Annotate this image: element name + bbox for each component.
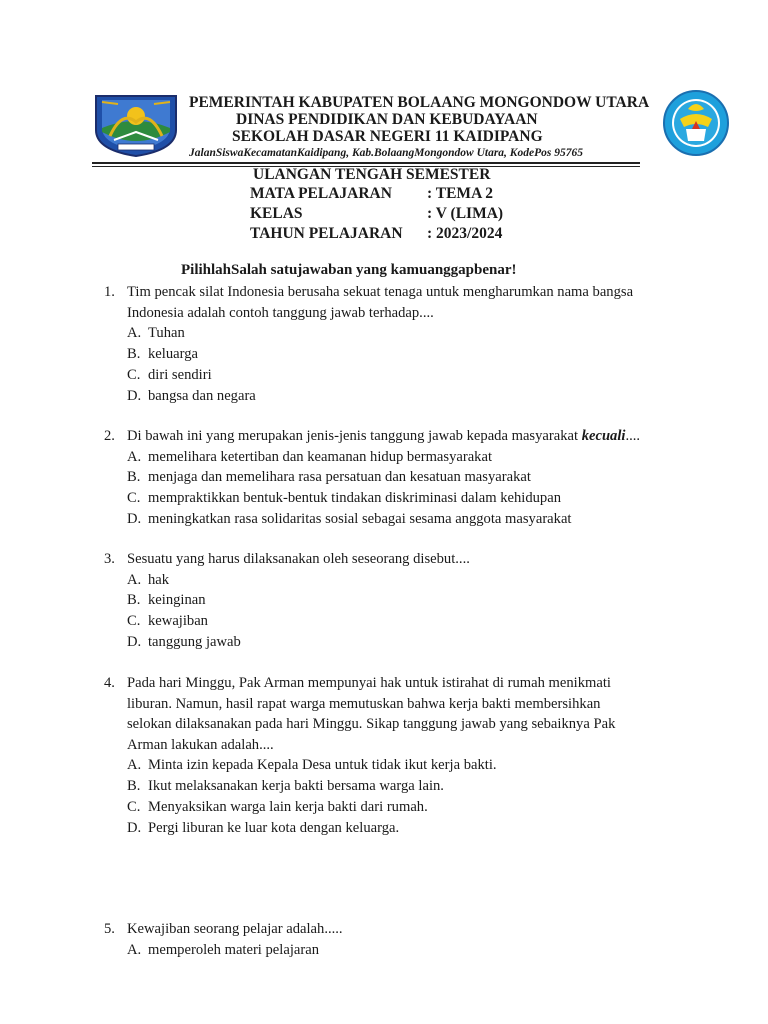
option-text: Pergi liburan ke luar kota dengan keluarga. <box>148 819 400 836</box>
info-value: : V (LIMA) <box>427 205 504 222</box>
answer-option[interactable] <box>127 590 664 611</box>
option-text: diri sendiri <box>148 366 212 383</box>
answer-option[interactable] <box>127 447 704 468</box>
option-text: tanggung jawab <box>148 633 241 650</box>
question-text: Kewajiban seorang pelajar adalah..... <box>127 921 343 937</box>
question-text <box>127 673 664 755</box>
option-letter: A. <box>127 325 142 342</box>
question-number: 4. <box>104 675 115 691</box>
question-line: selokan dilaksanakan pada hari Minggu. Sikap tanggung jawab yang sebaiknya Pak <box>127 716 616 733</box>
question-emphasis: kecuali <box>581 428 626 444</box>
answer-option[interactable] <box>127 818 664 839</box>
question-number: 1. <box>104 284 115 300</box>
option-letter: A. <box>127 941 142 958</box>
answer-option[interactable] <box>127 323 664 344</box>
instruction-text: PilihlahSalah satujawaban yang kamuanggapbenar! <box>181 262 517 278</box>
question-line: Arman lakukan adalah.... <box>127 736 274 753</box>
option-text: Menyaksikan warga lain kerja bakti dari rumah. <box>148 798 428 815</box>
question-3 <box>104 549 664 653</box>
school-name: SEKOLAH DASAR NEGERI 11 KAIDIPANG <box>232 128 543 145</box>
question-text-part: Di bawah ini yang merupakan jenis-jenis tanggung jawab kepada masyarakat <box>127 428 582 444</box>
school-address: JalanSiswaKecamatanKaidipang, Kab.BolaangMongondow Utara, KodePos 95765 <box>189 147 583 159</box>
option-text: Tuhan <box>148 325 185 342</box>
question-5 <box>104 919 664 960</box>
option-letter: D. <box>127 633 142 650</box>
option-letter: C. <box>127 490 141 507</box>
answer-option[interactable] <box>127 344 664 365</box>
option-letter: B. <box>127 345 141 362</box>
answer-option[interactable] <box>127 940 664 961</box>
answer-option[interactable] <box>127 467 704 488</box>
option-letter: B. <box>127 592 141 609</box>
question-text-part: .... <box>625 428 641 444</box>
option-letter: C. <box>127 798 141 815</box>
question-line: liburan. Namun, hasil rapat warga memutuskan bahwa kerja bakti membersihkan <box>127 695 601 712</box>
option-text: bangsa dan negara <box>148 387 256 404</box>
option-text: Minta izin kepada Kepala Desa untuk tidak ikut kerja bakti. <box>148 757 497 774</box>
question-number: 3. <box>104 551 115 567</box>
option-letter: C. <box>127 613 141 630</box>
question-number: 2. <box>104 428 115 444</box>
option-text: Ikut melaksanakan kerja bakti bersama warga lain. <box>148 778 444 795</box>
question-text: Sesuatu yang harus dilaksanakan oleh seseorang disebut.... <box>127 551 470 567</box>
option-text: meningkatkan rasa solidaritas sosial sebagai sesama anggota masyarakat <box>148 510 572 527</box>
answer-options <box>127 570 664 653</box>
info-label: MATA PELAJARAN <box>250 185 392 202</box>
option-letter: C. <box>127 366 141 383</box>
answer-option[interactable] <box>127 755 664 776</box>
info-label: TAHUN PELAJARAN <box>250 225 403 242</box>
exam-title: ULANGAN TENGAH SEMESTER <box>253 166 491 183</box>
answer-option[interactable] <box>127 386 664 407</box>
question-line: Pada hari Minggu, Pak Arman mempunyai hak untuk istirahat di rumah menikmati <box>127 675 611 691</box>
option-text: keluarga <box>148 345 198 362</box>
option-text: hak <box>148 571 170 588</box>
question-2 <box>104 426 704 530</box>
answer-option[interactable] <box>127 776 664 797</box>
answer-option[interactable] <box>127 797 664 818</box>
option-letter: B. <box>127 778 141 795</box>
option-letter: D. <box>127 819 142 836</box>
question-text <box>127 426 704 447</box>
option-letter: A. <box>127 757 142 774</box>
option-text: mempraktikkan bentuk-bentuk tindakan diskriminasi dalam kehidupan <box>148 490 561 507</box>
option-letter: D. <box>127 387 142 404</box>
letterhead-divider-thick <box>92 162 640 164</box>
option-text: memperoleh materi pelajaran <box>148 941 319 958</box>
option-text: menjaga dan memelihara rasa persatuan dan kesatuan masyarakat <box>148 469 531 486</box>
answer-options <box>127 447 704 530</box>
exam-info-class <box>250 205 503 223</box>
answer-option[interactable] <box>127 365 664 386</box>
answer-options <box>127 323 664 406</box>
regency-crest-icon <box>92 92 180 158</box>
info-label: KELAS <box>250 205 303 222</box>
info-value: : TEMA 2 <box>427 185 494 202</box>
option-letter: D. <box>127 510 142 527</box>
answer-option[interactable] <box>127 632 664 653</box>
question-1 <box>104 282 664 406</box>
option-text: kewajiban <box>148 613 208 630</box>
answer-option[interactable] <box>127 570 664 591</box>
answer-option[interactable] <box>127 509 704 530</box>
question-4 <box>104 673 664 839</box>
option-text: keinginan <box>148 592 206 609</box>
option-letter: A. <box>127 571 142 588</box>
option-letter: A. <box>127 448 142 465</box>
answer-options <box>127 940 664 961</box>
department-name: DINAS PENDIDIKAN DAN KEBUDAYAAN <box>236 111 538 128</box>
exam-info-year <box>250 225 502 243</box>
question-number: 5. <box>104 921 115 937</box>
info-value: : 2023/2024 <box>427 225 503 242</box>
exam-info-subject <box>250 185 493 203</box>
question-text: Tim pencak silat Indonesia berusaha sekuat tenaga untuk mengharumkan nama bangsa Indonesia adalah contoh tanggung jawab terhadap.... <box>127 284 634 321</box>
tut-wuri-handayani-icon <box>652 89 740 157</box>
government-name: PEMERINTAH KABUPATEN BOLAANG MONGONDOW UTARA <box>189 94 650 111</box>
answer-option[interactable] <box>127 488 704 509</box>
option-letter: B. <box>127 469 141 486</box>
answer-option[interactable] <box>127 611 664 632</box>
answer-options <box>127 755 664 838</box>
option-text: memelihara ketertiban dan keamanan hidup bermasyarakat <box>148 448 493 465</box>
